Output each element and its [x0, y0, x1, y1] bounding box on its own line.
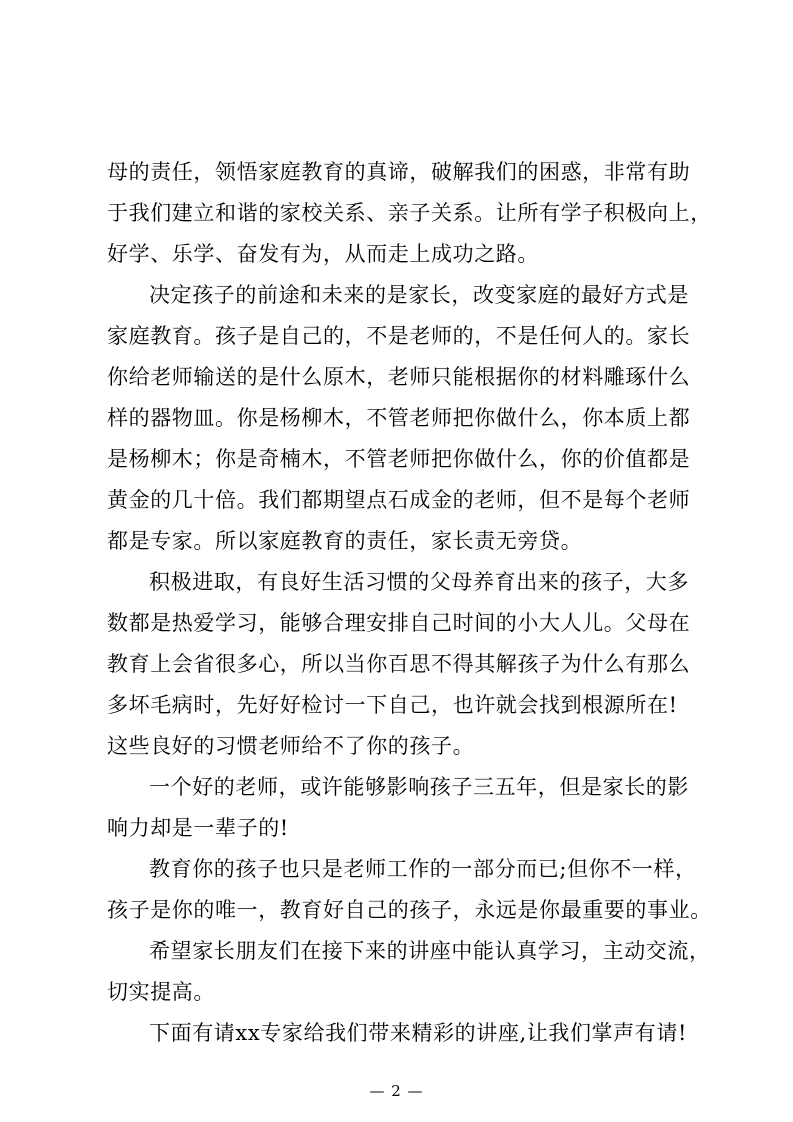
- line-text: 你给老师输送的是什么原木，老师只能根据你的材料雕琢什么: [107, 365, 691, 389]
- text-line: [0, 524, 793, 558]
- text-line: [0, 196, 793, 230]
- line-text: 好学、乐学、奋发有为，从而走上成功之路。: [107, 242, 539, 266]
- text-line: [0, 237, 793, 271]
- line-text: 样的器物皿。你是杨柳木，不管老师把你做什么，你本质上都: [107, 406, 691, 430]
- line-text: 决定孩子的前途和未来的是家长，改变家庭的最好方式是: [149, 283, 689, 307]
- text-line: [0, 278, 793, 312]
- text-line: [0, 811, 793, 845]
- line-text: 响力却是一辈子的!: [107, 816, 289, 840]
- text-line: [0, 852, 793, 886]
- line-text: 积极进取，有良好生活习惯的父母养育出来的孩子，大多: [149, 570, 689, 594]
- line-text: 家庭教育。孩子是自己的，不是老师的，不是任何人的。家长: [107, 324, 691, 348]
- text-line: [0, 729, 793, 763]
- text-line: [0, 647, 793, 681]
- line-text: 希望家长朋友们在接下来的讲座中能认真学习，主动交流，: [149, 939, 711, 963]
- text-line: [0, 893, 793, 927]
- line-text: 这些良好的习惯老师给不了你的孩子。: [107, 734, 475, 758]
- text-line: [0, 1016, 793, 1050]
- line-text: 黄金的几十倍。我们都期望点石成金的老师，但不是每个老师: [107, 488, 691, 512]
- text-line: [0, 975, 793, 1009]
- text-line: [0, 319, 793, 353]
- line-text: 教育上会省很多心，所以当你百思不得其解孩子为什么有那么: [107, 652, 691, 676]
- text-line: [0, 688, 793, 722]
- line-text: 数都是热爱学习，能够合理安排自己时间的小大人儿。父母在: [107, 611, 691, 635]
- line-text: 是杨柳木；你是奇楠木，不管老师把你做什么，你的价值都是: [107, 447, 691, 471]
- text-line: [0, 483, 793, 517]
- line-text: 切实提高。: [107, 980, 215, 1004]
- line-text: 一个好的老师，或许能够影响孩子三五年，但是家长的影: [149, 775, 689, 799]
- line-text: 孩子是你的唯一，教育好自己的孩子，永远是你最重要的事业。: [107, 898, 712, 922]
- text-line: [0, 360, 793, 394]
- line-text: 教育你的孩子也只是老师工作的一部分而已;但你不一样，: [149, 857, 697, 881]
- line-text: 都是专家。所以家庭教育的责任，家长责无旁贷。: [107, 529, 583, 553]
- text-line: [0, 442, 793, 476]
- text-line: [0, 934, 793, 968]
- text-line: [0, 770, 793, 804]
- text-line: [0, 155, 793, 189]
- page-number: — 2 —: [369, 1082, 424, 1100]
- line-text: 多坏毛病时，先好好检讨一下自己，也许就会找到根源所在!: [107, 693, 678, 717]
- line-text: 于我们建立和谐的家校关系、亲子关系。让所有学子积极向上，: [107, 201, 712, 225]
- text-line: [0, 565, 793, 599]
- line-text: 母的责任，领悟家庭教育的真谛，破解我们的困惑，非常有助: [107, 160, 691, 184]
- text-line: [0, 401, 793, 435]
- text-line: [0, 606, 793, 640]
- line-text: 下面有请xx专家给我们带来精彩的讲座,让我们掌声有请!: [149, 1021, 687, 1045]
